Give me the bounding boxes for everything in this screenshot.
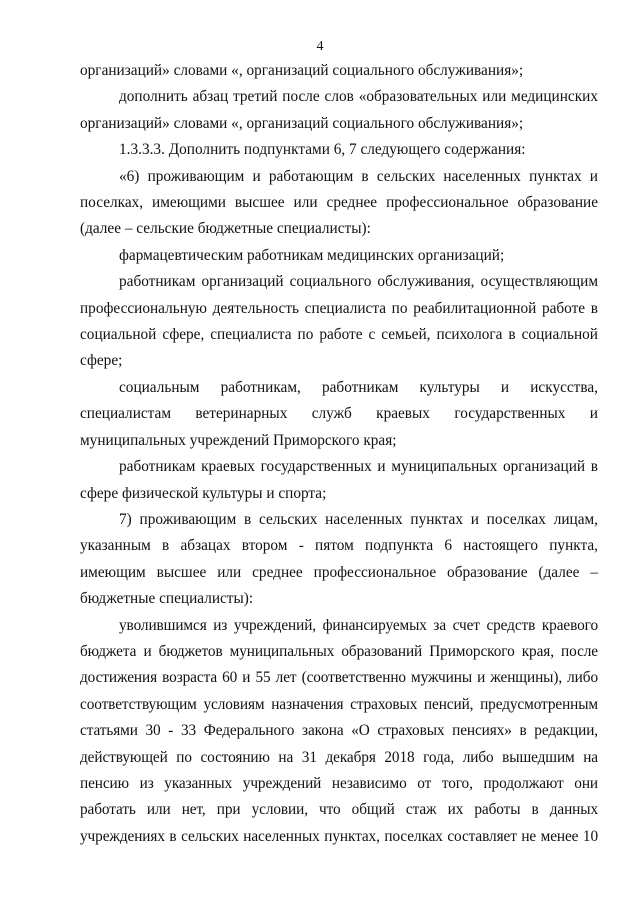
paragraph: работникам краевых государственных и муниципальных организаций в сфере физической культуры и спорта; [80, 458, 598, 502]
paragraph: социальным работникам, работникам культуры и искусства, специалистам ветеринарных служб краевых государственных и муниципальных учреждений Приморского края; [80, 378, 598, 449]
paragraph: «6) проживающим и работающим в сельских населенных пунктах и поселках, имеющими высшее или среднее профессиональное образование (далее – сельские бюджетные специалисты): [80, 167, 598, 238]
paragraph: 7) проживающим в сельских населенных пунктах и поселках лицам, указанным в абзацах втором - пятом подпункта 6 настоящего пункта, имеющим высшее или среднее профессиональное образование (далее – бюджетные специалисты): [80, 510, 598, 608]
document-body [80, 58, 598, 850]
paragraph: организаций» словами «, организаций социального обслуживания»; [80, 62, 524, 79]
paragraph: дополнить абзац третий после слов «образовательных или медицинских организаций» словами «, организаций социального обслуживания»; [80, 88, 598, 132]
paragraph: работникам организаций социального обслуживания, осуществляющим профессиональную деятельность специалиста по реабилитационной работе в социальной сфере, специалиста по работе с семьей, психолога в социальной сфере; [80, 273, 598, 370]
paragraph: фармацевтическим работникам медицинских организаций; [119, 246, 505, 264]
paragraph: 1.3.3.3. Дополнить подпунктами 6, 7 следующего содержания: [119, 141, 526, 159]
paragraph: уволившимся из учреждений, финансируемых за счет средств краевого бюджета и бюджетов муниципальных образований Приморского края, после достижения возраста 60 и 55 лет (соответственно мужчины и женщины), либо соответствующим условиям назначения страховых пенсий, предусмотренным статьями 30 - 33 Федерального закона «О страховых пенсиях» в редакции, действующей по состоянию на 31 декабря 2018 года, либо вышедшим на пенсию из указанных учреждений независимо от того, продолжают они работать или нет, при условии, что общий стаж их работы в данных учреждениях в сельских населенных пунктах, поселках составляет не менее 10 [80, 616, 598, 845]
page-number: 4 [316, 39, 324, 54]
